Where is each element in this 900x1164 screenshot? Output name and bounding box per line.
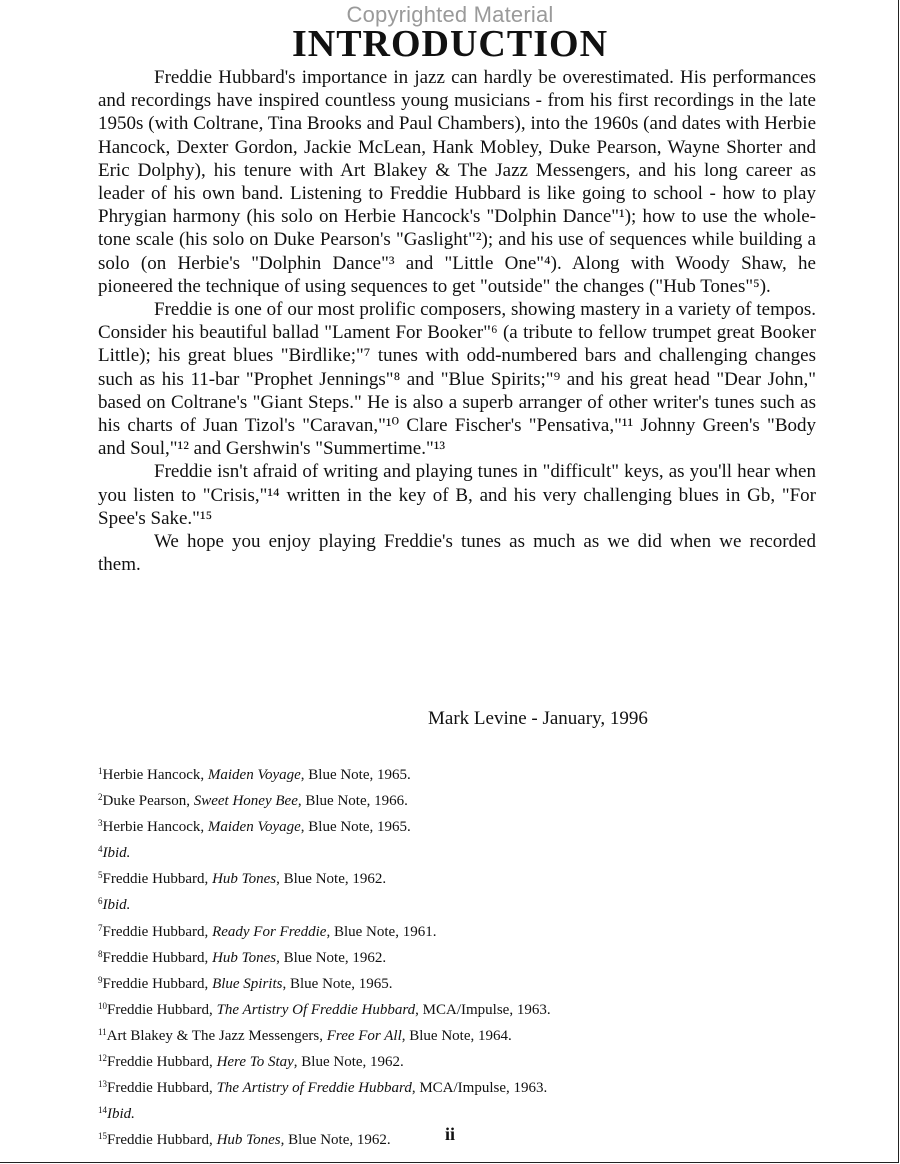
footnote-number: 6 bbox=[98, 896, 103, 907]
footnote bbox=[98, 1099, 818, 1125]
footnote-number: 5 bbox=[98, 870, 103, 881]
footnote-artist: Herbie Hancock, bbox=[102, 819, 208, 836]
footnote-number: 2 bbox=[98, 792, 103, 803]
footnote-album: The Artistry of Freddie Hubbard bbox=[216, 1080, 412, 1097]
paragraph: Freddie is one of our most prolific composers, showing mastery in a variety of tempos. Consider his beautiful ballad "Lament For Booker"⁶ (a tribute to fellow trumpet great Booker Little); his great blues "Birdlike;"⁷ tunes with odd-numbered bars and challenging changes such as his 11-bar "Prophet Jennings"⁸ and "Blue Spirits;"⁹ and his great head "Dear John," based on Coltrane's "Giant Steps." He is also a superb arranger of other writer's tunes such as his charts of Juan Tizol's "Caravan,"¹⁰ Clare Fischer's "Pensativa,"¹¹ Johnny Green's "Body and Soul,"¹² and Gershwin's "Summertime."¹³ bbox=[98, 299, 816, 460]
footnote-number: 12 bbox=[98, 1053, 107, 1064]
footnote-number: 14 bbox=[98, 1105, 107, 1116]
footnote-artist: Freddie Hubbard, bbox=[107, 1054, 217, 1071]
footnote bbox=[98, 760, 818, 786]
footnote-number: 4 bbox=[98, 844, 103, 855]
footnote-details: , MCA/Impulse, 1963. bbox=[415, 1001, 551, 1018]
footnote-details: , Blue Note, 1961. bbox=[326, 923, 437, 940]
page-title: INTRODUCTION bbox=[291, 23, 609, 65]
footnote-number: 15 bbox=[98, 1131, 107, 1142]
footnote-album: The Artistry Of Freddie Hubbard bbox=[216, 1001, 416, 1018]
footnote bbox=[98, 995, 818, 1021]
footnote bbox=[98, 890, 818, 916]
footnote-number: 13 bbox=[98, 1079, 107, 1090]
footnote-album: Maiden Voyage bbox=[207, 819, 301, 836]
footnote-album: Sweet Honey Bee bbox=[193, 793, 298, 810]
footnote bbox=[98, 1047, 818, 1073]
footnote-details: , Blue Note, 1966. bbox=[297, 793, 408, 810]
footnote-number: 1 bbox=[98, 766, 103, 776]
footnote-artist: Freddie Hubbard, bbox=[107, 1132, 217, 1149]
footnote bbox=[98, 864, 818, 890]
footnote-album: Blue Spirits bbox=[212, 975, 283, 992]
author-signature: Mark Levine - January, 1996 bbox=[428, 708, 648, 729]
footnote-number: 3 bbox=[98, 818, 103, 829]
footnote-number: 11 bbox=[98, 1026, 107, 1037]
introduction-body bbox=[98, 66, 816, 576]
footnote-artist: Duke Pearson, bbox=[102, 793, 194, 810]
copyright-watermark: Copyrighted Material bbox=[346, 2, 554, 27]
footnote-album: Free For All bbox=[326, 1027, 402, 1044]
paragraph: We hope you enjoy playing Freddie's tunes as much as we did when we recorded them. bbox=[98, 531, 816, 576]
footnote bbox=[98, 786, 818, 812]
footnote-details: , Blue Note, 1965. bbox=[300, 819, 411, 836]
footnote-number: 9 bbox=[98, 974, 103, 985]
footnote-artist: Freddie Hubbard, bbox=[102, 949, 213, 966]
footnote-album: Here To Stay bbox=[216, 1054, 294, 1071]
footnote-details: , Blue Note, 1962. bbox=[276, 871, 387, 888]
footnote-number: 10 bbox=[98, 1000, 107, 1011]
paragraph: Freddie isn't afraid of writing and playing tunes in "difficult" keys, as you'll hear when you listen to "Crisis,"¹⁴ written in the key of B, and his very challenging blues in Gb, "For Spee's Sake."¹⁵ bbox=[98, 461, 816, 529]
footnote-details: , Blue Note, 1965. bbox=[300, 767, 411, 783]
footnote-details: , Blue Note, 1962. bbox=[276, 949, 387, 966]
footnote-album: Hub Tones bbox=[212, 871, 277, 888]
footnote-details: , Blue Note, 1964. bbox=[401, 1027, 512, 1044]
footnote-album: Ibid. bbox=[107, 1106, 135, 1123]
footnote-number: 7 bbox=[98, 922, 103, 933]
footnote bbox=[98, 917, 818, 943]
footnote-details: , Blue Note, 1965. bbox=[282, 975, 393, 992]
footnote bbox=[98, 1073, 818, 1099]
footnote-details: , Blue Note, 1962. bbox=[280, 1132, 391, 1149]
footnote-artist: Freddie Hubbard, bbox=[107, 1001, 217, 1018]
footnote bbox=[98, 838, 818, 864]
footnote-album: Hub Tones bbox=[216, 1132, 281, 1149]
footnote-number: 8 bbox=[98, 948, 103, 959]
footnote bbox=[98, 943, 818, 969]
footnote-album: Ibid. bbox=[102, 845, 131, 862]
footnote-details: , Blue Note, 1962. bbox=[293, 1054, 404, 1071]
footnote bbox=[98, 969, 818, 995]
footnote-artist: Freddie Hubbard, bbox=[102, 871, 213, 888]
footnote-artist: Art Blakey & The Jazz Messengers, bbox=[106, 1027, 327, 1044]
footnote-album: Ibid. bbox=[102, 897, 131, 914]
footnote-artist: Freddie Hubbard, bbox=[102, 975, 213, 992]
footnote-details: , MCA/Impulse, 1963. bbox=[411, 1080, 548, 1097]
paragraph: Freddie Hubbard's importance in jazz can hardly be overestimated. His performances and recordings have inspired countless young musicians - from his first recordings in the late 1950s (with Coltrane, Tina Brooks and Paul Chambers), into the 1960s (and dates with Herbie Hancock, Dexter Gordon, Jackie McLean, Hank Mobley, Duke Pearson, Wayne Shorter and Eric Dolphy), his tenure with Art Blakey & The Jazz Messengers, and his long career as leader of his own band. Listening to Freddie Hubbard is like going to school - how to play Phrygian harmony (his solo on Herbie Hancock's "Dolphin Dance"¹); how to use the whole-tone scale (his solo on Duke Pearson's "Gaslight"²); and his use of sequences while building a solo (on Herbie's "Dolphin Dance"³ and "Little One"⁴). Along with Woody Shaw, he pioneered the technique of using sequences to get "outside" the changes ("Hub Tones"⁵). bbox=[98, 67, 816, 297]
footnotes-list bbox=[98, 760, 818, 1151]
footnote-artist: Freddie Hubbard, bbox=[102, 923, 213, 940]
footnote bbox=[98, 1021, 818, 1047]
footnote-album: Hub Tones bbox=[212, 949, 277, 966]
page-number: ii bbox=[444, 1124, 455, 1144]
footnote bbox=[98, 812, 818, 838]
footnote-album: Maiden Voyage bbox=[207, 767, 301, 783]
footnote-album: Ready For Freddie bbox=[212, 923, 327, 940]
footnote-artist: Herbie Hancock, bbox=[102, 767, 208, 783]
footnote-artist: Freddie Hubbard, bbox=[107, 1080, 217, 1097]
